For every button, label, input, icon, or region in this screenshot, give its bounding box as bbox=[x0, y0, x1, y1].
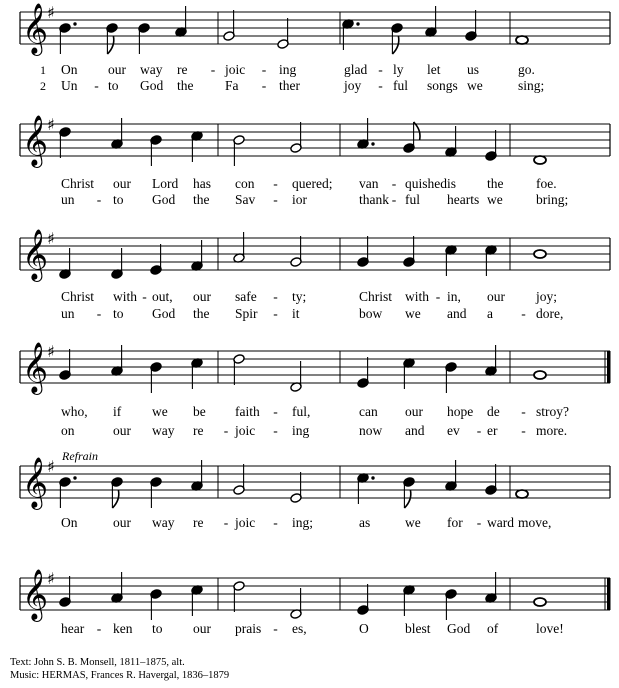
staff-system-2 bbox=[20, 115, 610, 207]
note-d bbox=[534, 156, 546, 164]
music-credit: Music: HERMAS, Frances R. Havergal, 1836–1879 bbox=[10, 670, 230, 681]
note-fsharp bbox=[445, 126, 457, 157]
lyric-syllable: as bbox=[359, 515, 371, 530]
treble-clef-icon: 𝄞 bbox=[22, 3, 49, 54]
note-g bbox=[59, 576, 71, 607]
lyric-syllable: go. bbox=[518, 62, 535, 77]
lyric-hyphen: - bbox=[521, 404, 526, 419]
lyric-line-1 bbox=[61, 176, 557, 191]
lyric-hyphen: - bbox=[223, 515, 229, 530]
refrain-label: Refrain bbox=[62, 449, 98, 463]
lyric-syllable: ev bbox=[447, 423, 460, 438]
lyric-syllable: out, bbox=[152, 289, 173, 304]
lyric-syllable: God bbox=[152, 192, 176, 207]
lyric-syllable: re bbox=[193, 423, 204, 438]
note-a bbox=[111, 345, 123, 376]
lyric-syllable: more. bbox=[536, 423, 568, 438]
lyric-syllable: un bbox=[61, 306, 75, 321]
lyric-syllable: hearts bbox=[447, 192, 480, 207]
lyric-syllable: a bbox=[487, 306, 493, 321]
lyric-hyphen: - bbox=[273, 423, 278, 438]
lyric-hyphen: - bbox=[96, 306, 102, 321]
lyric-syllable: to bbox=[113, 306, 124, 321]
lyric-syllable: our bbox=[113, 515, 131, 530]
lyric-line-1 bbox=[61, 621, 564, 636]
treble-clef-icon: 𝄞 bbox=[22, 115, 49, 166]
lyric-hyphen: - bbox=[273, 176, 278, 191]
lyric-syllable: be bbox=[193, 404, 206, 419]
lyric-syllable: love! bbox=[536, 621, 564, 636]
note-b bbox=[59, 476, 77, 508]
lyric-syllable: ful bbox=[393, 78, 408, 93]
lyric-syllable: prais bbox=[235, 621, 262, 636]
lyric-hyphen: - bbox=[273, 192, 278, 207]
lyric-syllable: our bbox=[113, 176, 131, 191]
note-e bbox=[150, 244, 162, 275]
note-d bbox=[290, 588, 302, 619]
lyric-syllable: van bbox=[359, 176, 379, 191]
note-b bbox=[150, 589, 162, 620]
lyric-syllable: sing; bbox=[518, 78, 545, 93]
note-b bbox=[391, 23, 403, 54]
note-g bbox=[534, 371, 546, 379]
note-b bbox=[150, 362, 162, 393]
lyric-syllable: we bbox=[487, 192, 503, 207]
lyric-syllable: es, bbox=[292, 621, 307, 636]
treble-clef-icon: 𝄞 bbox=[22, 342, 49, 393]
lyric-syllable: bow bbox=[359, 306, 383, 321]
lyric-syllable: Christ bbox=[61, 289, 95, 304]
lyric-syllable: On bbox=[61, 515, 78, 530]
lyric-syllable: re bbox=[193, 515, 204, 530]
lyric-syllable: and bbox=[447, 306, 467, 321]
note-a bbox=[191, 460, 203, 491]
lyric-syllable: ty; bbox=[292, 289, 307, 304]
lyric-syllable: we bbox=[152, 404, 168, 419]
sharp-key-signature-icon: ♯ bbox=[47, 3, 55, 22]
lyric-syllable: the bbox=[487, 176, 504, 191]
lyric-syllable: ior bbox=[292, 192, 307, 207]
note-e bbox=[485, 130, 497, 161]
lyric-syllable: Christ bbox=[359, 289, 393, 304]
note-g bbox=[290, 122, 302, 153]
note-c5 bbox=[191, 131, 203, 162]
note-c5 bbox=[191, 585, 203, 616]
lyric-hyphen: - bbox=[223, 423, 229, 438]
note-g bbox=[223, 10, 235, 41]
lyric-syllable: who, bbox=[61, 404, 88, 419]
lyric-syllable: Un bbox=[61, 78, 78, 93]
lyric-syllable: songs bbox=[427, 78, 458, 93]
lyric-line-1 bbox=[61, 515, 551, 530]
note-c5 bbox=[357, 473, 375, 504]
lyric-syllable: ly bbox=[393, 62, 404, 77]
sharp-key-signature-icon: ♯ bbox=[47, 342, 55, 361]
note-a bbox=[233, 232, 245, 263]
note-b bbox=[106, 23, 118, 54]
note-a bbox=[445, 460, 457, 491]
lyric-syllable: dore, bbox=[536, 306, 564, 321]
lyric-hyphen: - bbox=[378, 78, 383, 93]
lyric-hyphen: - bbox=[476, 423, 482, 438]
lyric-hyphen: - bbox=[273, 404, 278, 419]
note-b bbox=[233, 135, 245, 166]
lyric-syllable: O bbox=[359, 621, 369, 636]
lyric-syllable: Spir bbox=[235, 306, 258, 321]
treble-clef-icon: 𝄞 bbox=[22, 457, 49, 508]
lyric-syllable: the bbox=[193, 192, 210, 207]
note-b bbox=[534, 250, 546, 258]
lyric-syllable: safe bbox=[235, 289, 257, 304]
note-g bbox=[485, 464, 497, 495]
lyric-syllable: our bbox=[193, 289, 211, 304]
staff-system-3 bbox=[20, 229, 610, 321]
lyric-syllable: and bbox=[405, 423, 425, 438]
lyric-syllable: God bbox=[140, 78, 164, 93]
lyric-hyphen: - bbox=[476, 515, 482, 530]
note-g bbox=[403, 236, 415, 267]
lyric-syllable: hear bbox=[61, 621, 85, 636]
note-d bbox=[290, 361, 302, 392]
lyric-syllable: our bbox=[405, 404, 423, 419]
lyric-syllable: ken bbox=[113, 621, 133, 636]
lyric-hyphen: - bbox=[210, 62, 216, 77]
lyric-syllable: of bbox=[487, 621, 499, 636]
text-credit: Text: John S. B. Monsell, 1811–1875, alt. bbox=[10, 657, 185, 668]
note-a bbox=[485, 572, 497, 603]
lyric-hyphen: - bbox=[94, 78, 99, 93]
note-d bbox=[59, 248, 71, 279]
lyric-syllable: to bbox=[113, 192, 124, 207]
lyric-syllable: we bbox=[405, 306, 421, 321]
note-a bbox=[357, 118, 375, 149]
note-a bbox=[111, 572, 123, 603]
lyric-syllable: to bbox=[108, 78, 119, 93]
note-c5 bbox=[342, 19, 360, 50]
note-g bbox=[290, 236, 302, 267]
lyric-syllable: our bbox=[108, 62, 126, 77]
lyric-syllable: joy bbox=[344, 78, 362, 93]
lyric-syllable: er bbox=[487, 423, 498, 438]
lyric-syllable: let bbox=[427, 62, 441, 77]
lyric-syllable: hope bbox=[447, 404, 474, 419]
lyric-syllable: de bbox=[487, 404, 500, 419]
note-b bbox=[445, 362, 457, 393]
lyric-syllable: we bbox=[405, 515, 421, 530]
treble-clef-icon: 𝄞 bbox=[22, 229, 49, 280]
lyric-line-2 bbox=[61, 423, 567, 438]
note-fsharp bbox=[516, 490, 528, 498]
lyric-line-2 bbox=[40, 78, 544, 93]
lyric-syllable: un bbox=[61, 192, 75, 207]
note-g bbox=[357, 236, 369, 267]
lyric-syllable: ful, bbox=[292, 404, 311, 419]
note-d5 bbox=[233, 581, 245, 612]
note-b bbox=[111, 477, 123, 508]
lyric-syllable: joic bbox=[235, 515, 256, 530]
note-d bbox=[111, 248, 123, 279]
lyric-hyphen: - bbox=[261, 62, 267, 77]
lyric-hyphen: - bbox=[273, 621, 278, 636]
lyric-syllable: the bbox=[177, 78, 194, 93]
note-g bbox=[534, 598, 546, 606]
lyric-syllable: we bbox=[467, 78, 483, 93]
final-barline bbox=[607, 578, 611, 610]
note-g bbox=[465, 10, 477, 41]
note-e bbox=[290, 472, 302, 503]
lyric-syllable: joic bbox=[225, 62, 246, 77]
lyric-hyphen: - bbox=[521, 306, 526, 321]
note-b bbox=[403, 477, 415, 508]
lyric-hyphen: - bbox=[391, 192, 397, 207]
note-g bbox=[403, 122, 420, 153]
note-b bbox=[150, 135, 162, 166]
credits bbox=[10, 656, 229, 682]
lyric-syllable: to bbox=[152, 621, 163, 636]
note-c5 bbox=[445, 245, 457, 276]
note-c5 bbox=[403, 358, 415, 389]
lyric-hyphen: - bbox=[435, 289, 441, 304]
lyric-syllable: it bbox=[292, 306, 300, 321]
lyric-syllable: bring; bbox=[536, 192, 569, 207]
lyric-syllable: re bbox=[177, 62, 188, 77]
note-g bbox=[59, 349, 71, 380]
lyric-syllable: in, bbox=[447, 289, 461, 304]
lyric-syllable: on bbox=[61, 423, 75, 438]
note-a bbox=[425, 6, 437, 37]
note-c5 bbox=[485, 245, 497, 276]
lyric-syllable: God bbox=[447, 621, 471, 636]
lyric-syllable: ward bbox=[487, 515, 514, 530]
lyric-syllable: ther bbox=[279, 78, 300, 93]
lyric-syllable: faith bbox=[235, 404, 260, 419]
staff-system-6 bbox=[20, 569, 611, 636]
staff-system-5 bbox=[20, 449, 610, 530]
lyric-line-1 bbox=[40, 62, 535, 77]
lyric-syllable: ing; bbox=[292, 515, 314, 530]
note-c5 bbox=[191, 358, 203, 389]
note-fsharp bbox=[516, 36, 528, 44]
note-b bbox=[59, 22, 77, 54]
note-e bbox=[277, 18, 289, 49]
lyric-hyphen: - bbox=[261, 78, 267, 93]
lyric-syllable: way bbox=[152, 423, 175, 438]
lyric-hyphen: - bbox=[96, 192, 102, 207]
final-barline bbox=[607, 351, 611, 383]
note-b bbox=[150, 477, 162, 508]
lyric-hyphen: - bbox=[273, 515, 278, 530]
lyric-hyphen: - bbox=[521, 423, 526, 438]
sharp-key-signature-icon: ♯ bbox=[47, 569, 55, 588]
lyric-line-2 bbox=[61, 192, 568, 207]
lyric-syllable: the bbox=[193, 306, 210, 321]
lyric-syllable: joy; bbox=[536, 289, 558, 304]
lyric-syllable: our bbox=[487, 289, 505, 304]
lyric-syllable: with bbox=[405, 289, 430, 304]
lyric-syllable: God bbox=[152, 306, 176, 321]
note-b bbox=[138, 23, 150, 54]
note-a bbox=[485, 345, 497, 376]
treble-clef-icon: 𝄞 bbox=[22, 569, 49, 620]
lyric-syllable: Sav bbox=[235, 192, 256, 207]
lyric-syllable: foe. bbox=[536, 176, 557, 191]
note-fsharp bbox=[191, 240, 203, 271]
lyric-syllable: our bbox=[193, 621, 211, 636]
lyric-syllable: ful bbox=[405, 192, 420, 207]
lyric-syllable: for bbox=[447, 515, 463, 530]
lyric-syllable: us bbox=[467, 62, 480, 77]
verse-number: 2 bbox=[40, 79, 46, 93]
lyric-syllable: way bbox=[140, 62, 163, 77]
lyric-syllable: if bbox=[113, 404, 122, 419]
note-g bbox=[233, 464, 245, 495]
lyric-line-2 bbox=[61, 306, 563, 321]
verse-number: 1 bbox=[40, 63, 46, 77]
note-d5 bbox=[59, 127, 71, 158]
lyric-hyphen: - bbox=[96, 621, 102, 636]
lyric-syllable: Lord bbox=[152, 176, 179, 191]
lyric-syllable: joic bbox=[235, 423, 256, 438]
lyric-syllable: way bbox=[152, 515, 175, 530]
lyric-line-1 bbox=[61, 404, 569, 419]
lyric-hyphen: - bbox=[391, 176, 397, 191]
lyric-syllable: con bbox=[235, 176, 255, 191]
lyric-hyphen: - bbox=[273, 289, 278, 304]
lyric-syllable: ing bbox=[279, 62, 297, 77]
staff-system-4 bbox=[20, 342, 611, 438]
lyric-syllable: Christ bbox=[61, 176, 95, 191]
lyric-syllable: with bbox=[113, 289, 138, 304]
note-e bbox=[357, 584, 369, 615]
lyric-syllable: Fa bbox=[225, 78, 239, 93]
lyric-syllable: thank bbox=[359, 192, 389, 207]
lyric-hyphen: - bbox=[378, 62, 383, 77]
note-c5 bbox=[403, 585, 415, 616]
note-d5 bbox=[233, 354, 245, 385]
lyric-syllable: glad bbox=[344, 62, 368, 77]
lyric-hyphen: - bbox=[142, 289, 147, 304]
lyric-syllable: stroy? bbox=[536, 404, 569, 419]
staff-system-1 bbox=[20, 3, 610, 93]
lyric-line-1 bbox=[61, 289, 557, 304]
note-a bbox=[111, 118, 123, 149]
note-b bbox=[445, 589, 457, 620]
lyric-syllable: can bbox=[359, 404, 378, 419]
lyric-syllable: now bbox=[359, 423, 383, 438]
note-e bbox=[357, 357, 369, 388]
lyric-syllable: ing bbox=[292, 423, 310, 438]
lyric-syllable: has bbox=[193, 176, 211, 191]
lyric-syllable: quished bbox=[405, 176, 447, 191]
lyric-syllable: move, bbox=[518, 515, 552, 530]
sharp-key-signature-icon: ♯ bbox=[47, 115, 55, 134]
lyric-hyphen: - bbox=[273, 306, 278, 321]
sharp-key-signature-icon: ♯ bbox=[47, 457, 55, 476]
note-a bbox=[175, 6, 187, 37]
lyric-syllable: blest bbox=[405, 621, 431, 636]
sharp-key-signature-icon: ♯ bbox=[47, 229, 55, 248]
lyric-syllable: our bbox=[113, 423, 131, 438]
lyric-syllable: is bbox=[447, 176, 457, 191]
lyric-syllable: On bbox=[61, 62, 78, 77]
lyric-syllable: quered; bbox=[292, 176, 333, 191]
